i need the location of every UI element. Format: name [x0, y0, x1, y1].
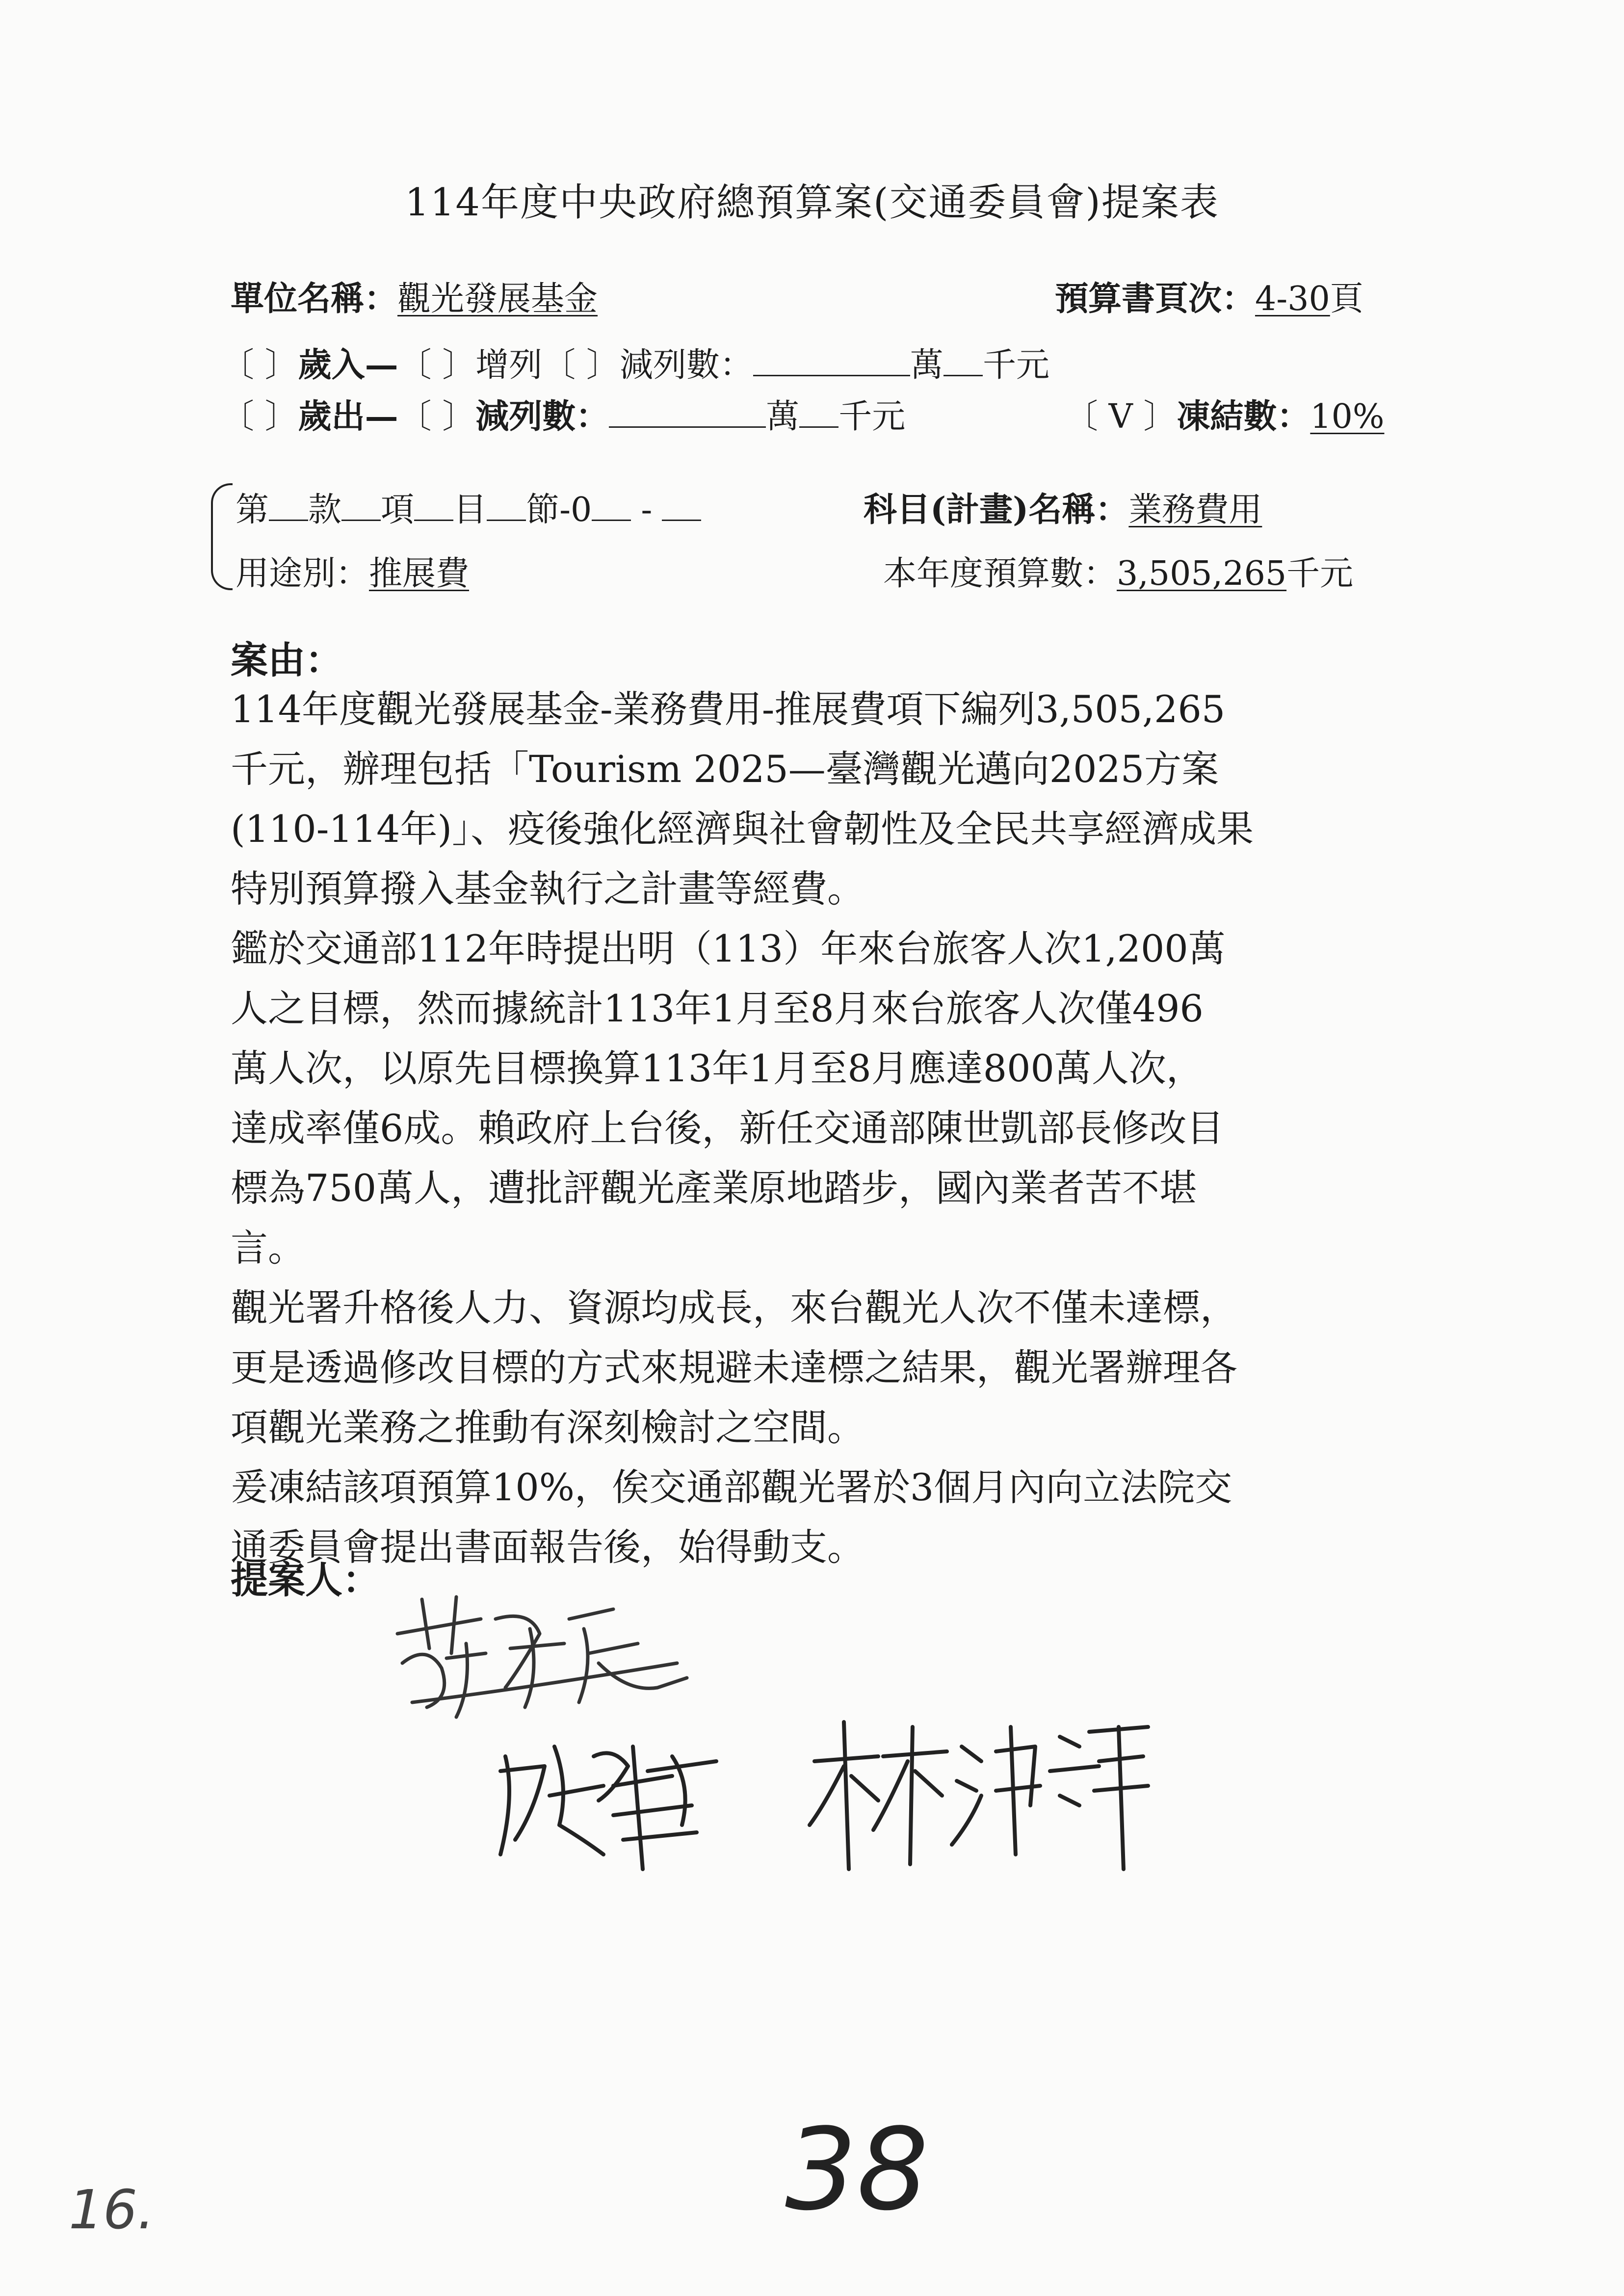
paragraph-line: 千元，辦理包括「Tourism 2025—臺灣觀光邁向2025方案	[231, 747, 1219, 791]
paragraph-line: 114年度觀光發展基金-業務費用-推展費項下編列3,505,265	[231, 687, 1226, 731]
paragraph-line: 言。	[231, 1226, 305, 1270]
expense-label: 歲出—	[298, 397, 398, 436]
section-blank-4	[487, 517, 526, 521]
budget-unit: 千元	[1286, 554, 1354, 593]
page-ref-suffix: 頁	[1330, 280, 1363, 318]
unit-row	[231, 272, 598, 320]
budget-row	[883, 547, 1353, 595]
expense-checkbox: 〔 〕	[221, 397, 298, 436]
paragraph-line: 標為750萬人，遭批評觀光產業原地踏步，國內業者苦不堪	[231, 1166, 1197, 1210]
revenue-cut-checkbox: 〔 〕	[542, 346, 620, 385]
paragraph-line: 達成率僅6成。賴政府上台後，新任交通部陳世凱部長修改目	[231, 1106, 1224, 1150]
section-bracket	[211, 483, 233, 590]
paragraph-4	[231, 1458, 1433, 1577]
subject-label: 科目(計畫)名稱：	[864, 490, 1129, 529]
section-blank-3	[414, 517, 453, 521]
revenue-label: 歲入—	[298, 345, 398, 385]
section-blank-6	[662, 517, 701, 521]
freeze-row	[1065, 390, 1385, 438]
paragraph-line: 人之目標，然而據統計113年1月至8月來台旅客人次僅496	[231, 987, 1204, 1030]
revenue-add-checkbox: 〔 〕	[398, 346, 476, 385]
section-mu: 目	[453, 491, 487, 529]
budget-value: 3,505,265	[1117, 554, 1287, 593]
revenue-cut-label: 減列數：	[619, 346, 753, 385]
expense-cut-checkbox: 〔 〕	[398, 397, 476, 436]
expense-wan: 萬	[766, 397, 800, 436]
freeze-checkbox: 〔 V 〕	[1065, 397, 1177, 436]
subject-value: 業務費用	[1128, 491, 1262, 529]
usage-row	[236, 547, 469, 595]
section-kuan: 款	[308, 491, 342, 529]
revenue-wan-blank	[753, 372, 910, 376]
paragraph-3	[231, 1278, 1433, 1458]
page-ref-label: 預算書頁次：	[1055, 279, 1256, 318]
page-title: 114年度中央政府總預算案(交通委員會)提案表	[405, 181, 1219, 225]
revenue-checkbox: 〔 〕	[221, 346, 298, 385]
revenue-wan: 萬	[910, 346, 943, 385]
usage-value: 推展費	[369, 554, 470, 593]
unit-value: 觀光發展基金	[397, 280, 598, 318]
paragraph-line: 觀光署升格後人力、資源均成長，來台觀光人次不僅未達標，	[231, 1286, 1237, 1330]
section-blank-2	[341, 517, 381, 521]
page-number: 38	[785, 2105, 929, 2236]
expense-qian: 千元	[838, 397, 906, 436]
section-blank-5	[592, 517, 631, 521]
margin-note: 16.	[69, 2178, 155, 2241]
signature-2	[486, 1727, 741, 1884]
paragraph-line: 項觀光業務之推動有深刻檢討之空間。	[231, 1406, 864, 1449]
freeze-label: 凍結數：	[1177, 397, 1310, 436]
paragraph-line: 更是透過修改目標的方式來規避未達標之結果，觀光署辦理各	[231, 1346, 1237, 1389]
paragraph-line: 鑑於交通部112年時提出明（113）年來台旅客人次1,200萬	[231, 927, 1226, 970]
signature-3	[805, 1707, 1158, 1884]
paragraph-2	[231, 919, 1433, 1278]
freeze-value: 10%	[1310, 397, 1385, 436]
reason-label: 案由：	[231, 638, 342, 682]
proposer-label: 提案人：	[231, 1558, 380, 1602]
section-jie: 節-0	[526, 491, 592, 529]
paragraph-line: 爰凍結該項預算10%，俟交通部觀光署於3個月內向立法院交	[231, 1465, 1232, 1509]
paragraph-1	[231, 679, 1433, 919]
section-di: 第	[236, 491, 269, 529]
paragraph-line: 通委員會提出書面報告後，始得動支。	[231, 1525, 864, 1569]
revenue-qian: 千元	[982, 346, 1049, 385]
paragraph-line: (110-114年)」、疫後強化經濟與社會韌性及全民共享經濟成果	[231, 807, 1254, 851]
section-xiang: 項	[381, 491, 415, 529]
signature-1	[383, 1590, 697, 1737]
usage-label: 用途別：	[236, 554, 369, 593]
page-ref-value: 4-30	[1255, 280, 1330, 318]
section-blank-1	[269, 517, 308, 521]
subject-row	[864, 483, 1262, 531]
paragraph-line: 特別預算撥入基金執行之計畫等經費。	[231, 867, 864, 911]
revenue-row	[221, 339, 1049, 386]
unit-label: 單位名稱：	[231, 279, 398, 318]
budget-label: 本年度預算數：	[883, 554, 1117, 593]
expense-row	[221, 390, 905, 438]
expense-cut-label: 減列數：	[475, 397, 609, 436]
paragraph-line: 萬人次，以原先目標換算113年1月至8月應達800萬人次，	[231, 1046, 1204, 1090]
page-ref-row	[1055, 272, 1363, 320]
section-dash: -	[641, 491, 653, 529]
expense-qian-blank	[799, 423, 838, 428]
section-row	[236, 483, 701, 531]
revenue-qian-blank	[943, 372, 983, 376]
revenue-add-label: 增列	[475, 346, 543, 385]
expense-wan-blank	[609, 423, 766, 428]
